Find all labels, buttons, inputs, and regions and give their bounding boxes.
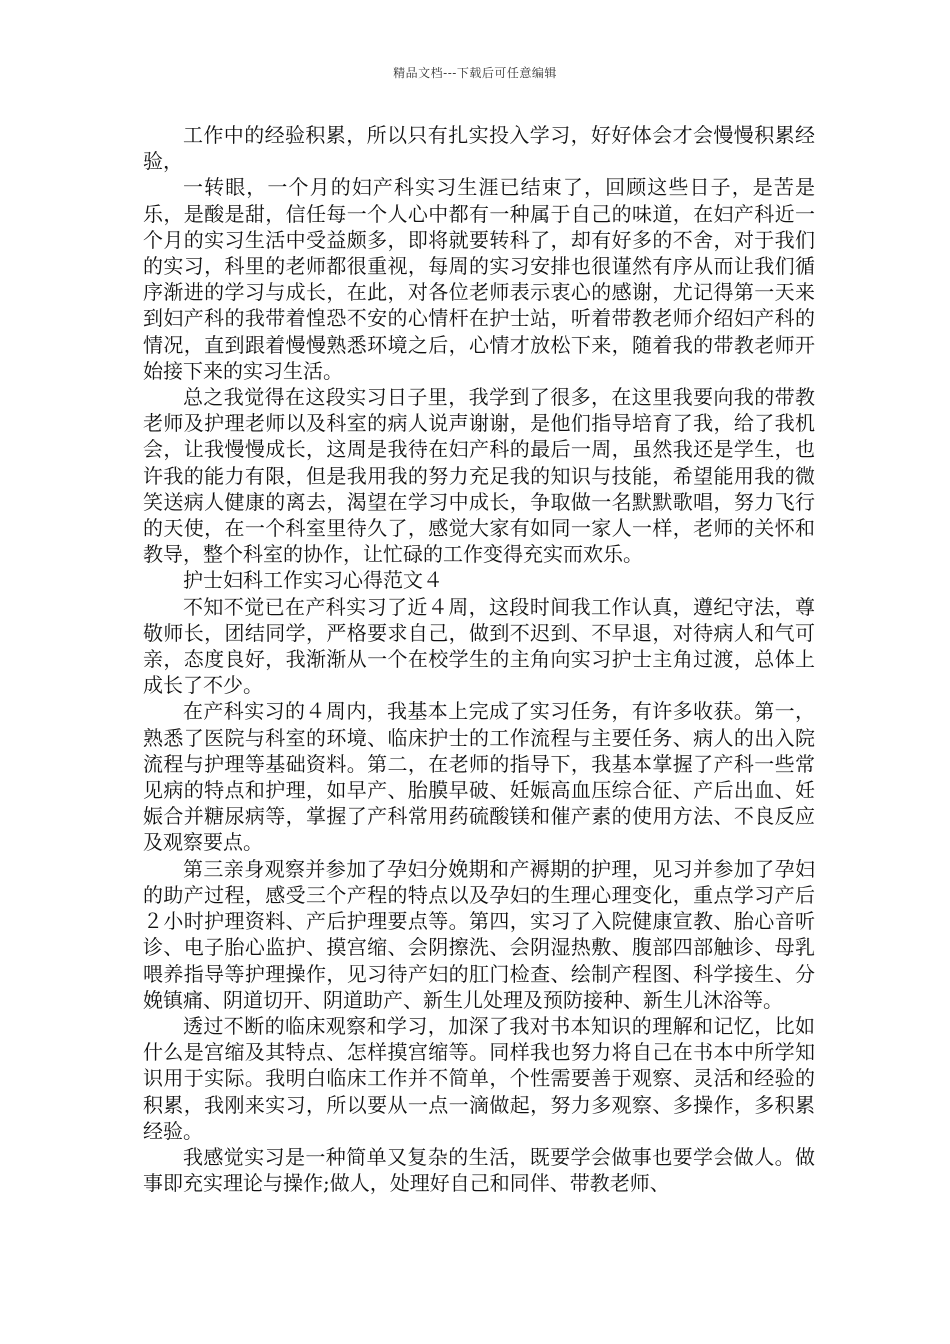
paragraph: 在产科实习的４周内，我基本上完成了实习任务，有许多收获。第一，熟悉了医院与科室的环境、临床护士的工作流程与主要任务、病人的出入院流程与护理等基础资料。第二，在老师的指导下，我基本掌握了产科一些常见病的特点和护理，如早产、胎膜早破、妊娠高血压综合征、产后出血、妊娠合并糖尿病等，掌握了产科常用药硫酸镁和催产素的使用方法、不良反应及观察要点。: [143, 699, 815, 855]
paragraph: 第三亲身观察并参加了孕妇分娩期和产褥期的护理，见习并参加了孕妇的助产过程，感受三个产程的特点以及孕妇的生理心理变化，重点学习产后２小时护理资料、产后护理要点等。第四，实习了入院健康宣教、胎心音听诊、电子胎心监护、摸宫缩、会阴擦洗、会阴湿热敷、腹部四部触诊、母乳喂养指导等护理操作，见习待产妇的肛门检查、绘制产程图、科学接生、分娩镇痛、阴道切开、阴道助产、新生儿处理及预防接种、新生儿沐浴等。: [143, 856, 815, 1012]
paragraph: 我感觉实习是一种简单又复杂的生活，既要学会做事也要学会做人。做事即充实理论与操作;做人，处理好自己和同伴、带教老师、: [143, 1144, 815, 1196]
paragraph: 透过不断的临床观察和学习，加深了我对书本知识的理解和记忆，比如什么是宫缩及其特点、怎样摸宫缩等。同样我也努力将自己在书本中所学知识用于实际。我明白临床工作并不简单，个性需要善于观察、灵活和经验的积累，我刚来实习，所以要从一点一滴做起，努力多观察、多操作，多积累经验。: [143, 1013, 815, 1143]
paragraph: 不知不觉已在产科实习了近４周，这段时间我工作认真，遵纪守法，尊敬师长，团结同学，严格要求自己，做到不迟到、不早退，对待病人和气可亲，态度良好，我渐渐从一个在校学生的主角向实习护士主角过渡，总体上成长了不少。: [143, 594, 815, 698]
document-body: [143, 122, 815, 1196]
paragraph: 总之我觉得在这段实习日子里，我学到了很多，在这里我要向我的带教老师及护理老师以及科室的病人说声谢谢，是他们指导培育了我，给了我机会，让我慢慢成长，这周是我待在妇产科的最后一周，虽然我还是学生，也许我的能力有限，但是我用我的努力充足我的知识与技能，希望能用我的微笑送病人健康的离去，渴望在学习中成长，争取做一名默默歌唱，努力飞行的天使，在一个科室里待久了，感觉大家有如同一家人一样，老师的关怀和教导，整个科室的协作，让忙碌的工作变得充实而欢乐。: [143, 385, 815, 567]
section-heading: 护士妇科工作实习心得范文４: [183, 568, 443, 593]
paragraph-continuation: 工作中的经验积累，所以只有扎实投入学习，好好体会才会慢慢积累经验，: [143, 123, 815, 174]
paragraph: 一转眼，一个月的妇产科实习生涯已结束了，回顾这些日子，是苦是乐，是酸是甜，信任每一个人心中都有一种属于自己的味道，在妇产科近一个月的实习生活中受益颇多，即将就要转科了，却有好多的不舍，对于我们的实习，科里的老师都很重视，每周的实习安排也很谨然有序从而让我们循序渐进的学习与成长，在此，对各位老师表示衷心的感谢，尤记得第一天来到妇产科的我带着惶恐不安的心情杆在护士站，听着带教老师介绍妇产科的情况，直到跟着慢慢熟悉环境之后，心情才放松下来，随着我的带教老师开始接下来的实习生活。: [143, 175, 815, 383]
page-header: 精品文档---下载后可任意编辑: [393, 66, 557, 80]
